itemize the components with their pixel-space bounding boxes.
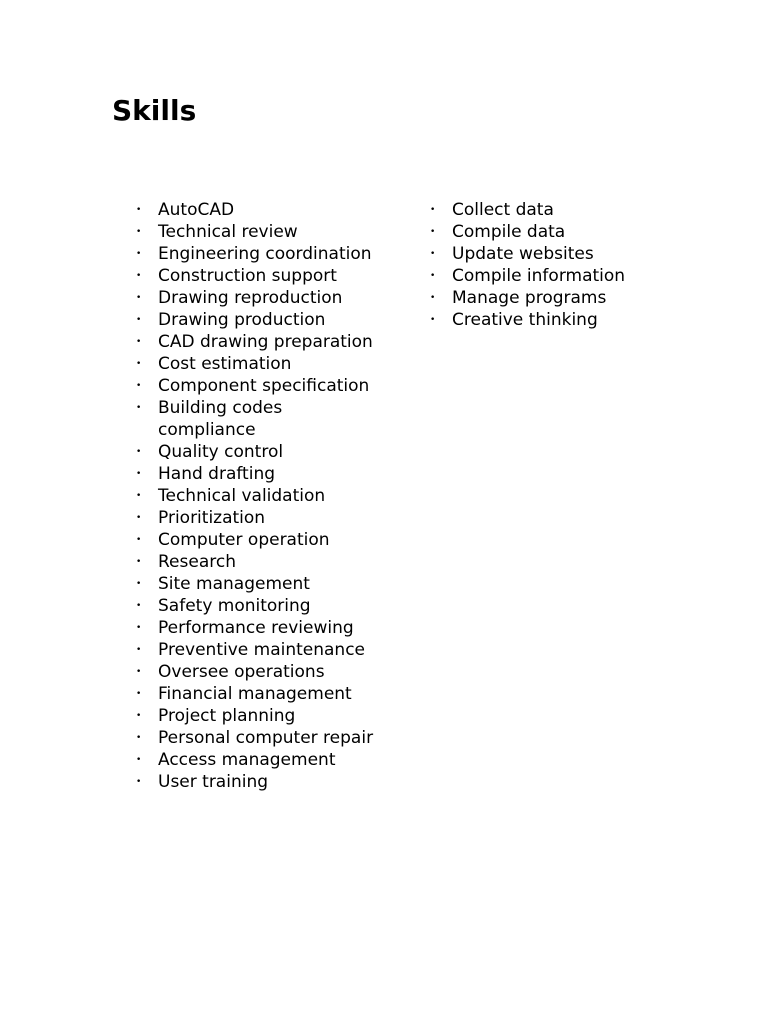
skill-item <box>136 199 376 221</box>
skill-item <box>136 661 376 683</box>
skill-label: Project planning <box>158 706 296 726</box>
skill-item <box>136 397 376 441</box>
skill-item <box>136 221 376 243</box>
bullet-icon: • <box>136 227 142 237</box>
bullet-icon: • <box>136 337 142 347</box>
skill-label: Compile data <box>452 222 566 242</box>
skill-item <box>430 199 690 221</box>
skill-item <box>136 639 376 661</box>
skill-item <box>136 353 376 375</box>
skill-label: Drawing production <box>158 310 326 330</box>
skill-label: User training <box>158 772 269 792</box>
bullet-icon: • <box>136 469 142 479</box>
skill-item <box>136 265 376 287</box>
skills-list-right <box>430 199 690 331</box>
bullet-icon: • <box>136 733 142 743</box>
skill-item <box>136 705 376 727</box>
skill-label: Prioritization <box>158 508 266 528</box>
bullet-icon: • <box>136 205 142 215</box>
skill-label: Research <box>158 552 236 572</box>
skill-item <box>136 287 376 309</box>
skill-label: Engineering coordination <box>158 244 372 264</box>
skill-item <box>430 221 690 243</box>
skill-item <box>430 265 690 287</box>
bullet-icon: • <box>136 359 142 369</box>
skill-label: Cost estimation <box>158 354 292 374</box>
skill-label: Safety monitoring <box>158 596 311 616</box>
bullet-icon: • <box>136 777 142 787</box>
bullet-icon: • <box>136 535 142 545</box>
skill-item <box>430 309 690 331</box>
bullet-icon: • <box>136 579 142 589</box>
bullet-icon: • <box>136 711 142 721</box>
skill-label: Technical validation <box>158 486 326 506</box>
skill-item <box>136 617 376 639</box>
skill-item <box>136 309 376 331</box>
skill-item <box>430 243 690 265</box>
skill-label: Access management <box>158 750 336 770</box>
bullet-icon: • <box>430 249 436 259</box>
bullet-icon: • <box>136 513 142 523</box>
skill-label: AutoCAD <box>158 200 235 220</box>
page-title: Skills <box>112 94 197 127</box>
skills-list-left <box>136 199 376 793</box>
bullet-icon: • <box>136 447 142 457</box>
skill-item <box>136 463 376 485</box>
skill-label: Building codes compliance <box>158 398 283 440</box>
bullet-icon: • <box>430 227 436 237</box>
skill-item <box>136 331 376 353</box>
skill-label: Quality control <box>158 442 284 462</box>
skill-item <box>136 485 376 507</box>
skill-label: Construction support <box>158 266 337 286</box>
skill-label: CAD drawing preparation <box>158 332 373 352</box>
skill-label: Compile information <box>452 266 626 286</box>
bullet-icon: • <box>430 271 436 281</box>
skill-label: Financial management <box>158 684 352 704</box>
bullet-icon: • <box>136 293 142 303</box>
bullet-icon: • <box>136 645 142 655</box>
skill-label: Performance reviewing <box>158 618 354 638</box>
skill-item <box>136 771 376 793</box>
skill-item <box>136 749 376 771</box>
skill-item <box>136 551 376 573</box>
skill-label: Preventive maintenance <box>158 640 366 660</box>
skill-label: Collect data <box>452 200 554 220</box>
skill-item <box>136 573 376 595</box>
skill-label: Technical review <box>158 222 298 242</box>
skill-label: Personal computer repair <box>158 728 374 748</box>
skill-label: Manage programs <box>452 288 607 308</box>
skill-item <box>136 507 376 529</box>
bullet-icon: • <box>136 667 142 677</box>
bullet-icon: • <box>136 403 142 413</box>
bullet-icon: • <box>430 293 436 303</box>
bullet-icon: • <box>136 271 142 281</box>
skill-item <box>136 683 376 705</box>
bullet-icon: • <box>136 755 142 765</box>
skill-item <box>136 529 376 551</box>
skill-item <box>136 441 376 463</box>
skill-label: Computer operation <box>158 530 330 550</box>
skill-item <box>136 243 376 265</box>
skill-label: Update websites <box>452 244 594 264</box>
bullet-icon: • <box>136 689 142 699</box>
skill-label: Drawing reproduction <box>158 288 343 308</box>
bullet-icon: • <box>430 205 436 215</box>
bullet-icon: • <box>136 315 142 325</box>
skill-label: Site management <box>158 574 310 594</box>
skill-label: Oversee operations <box>158 662 325 682</box>
bullet-icon: • <box>136 557 142 567</box>
skill-item <box>136 375 376 397</box>
skill-label: Component specification <box>158 376 370 396</box>
bullet-icon: • <box>136 249 142 259</box>
skill-item <box>136 727 376 749</box>
skill-item <box>430 287 690 309</box>
skill-item <box>136 595 376 617</box>
skill-label: Creative thinking <box>452 310 598 330</box>
bullet-icon: • <box>136 491 142 501</box>
bullet-icon: • <box>136 623 142 633</box>
bullet-icon: • <box>136 601 142 611</box>
skill-label: Hand drafting <box>158 464 276 484</box>
bullet-icon: • <box>136 381 142 391</box>
bullet-icon: • <box>430 315 436 325</box>
